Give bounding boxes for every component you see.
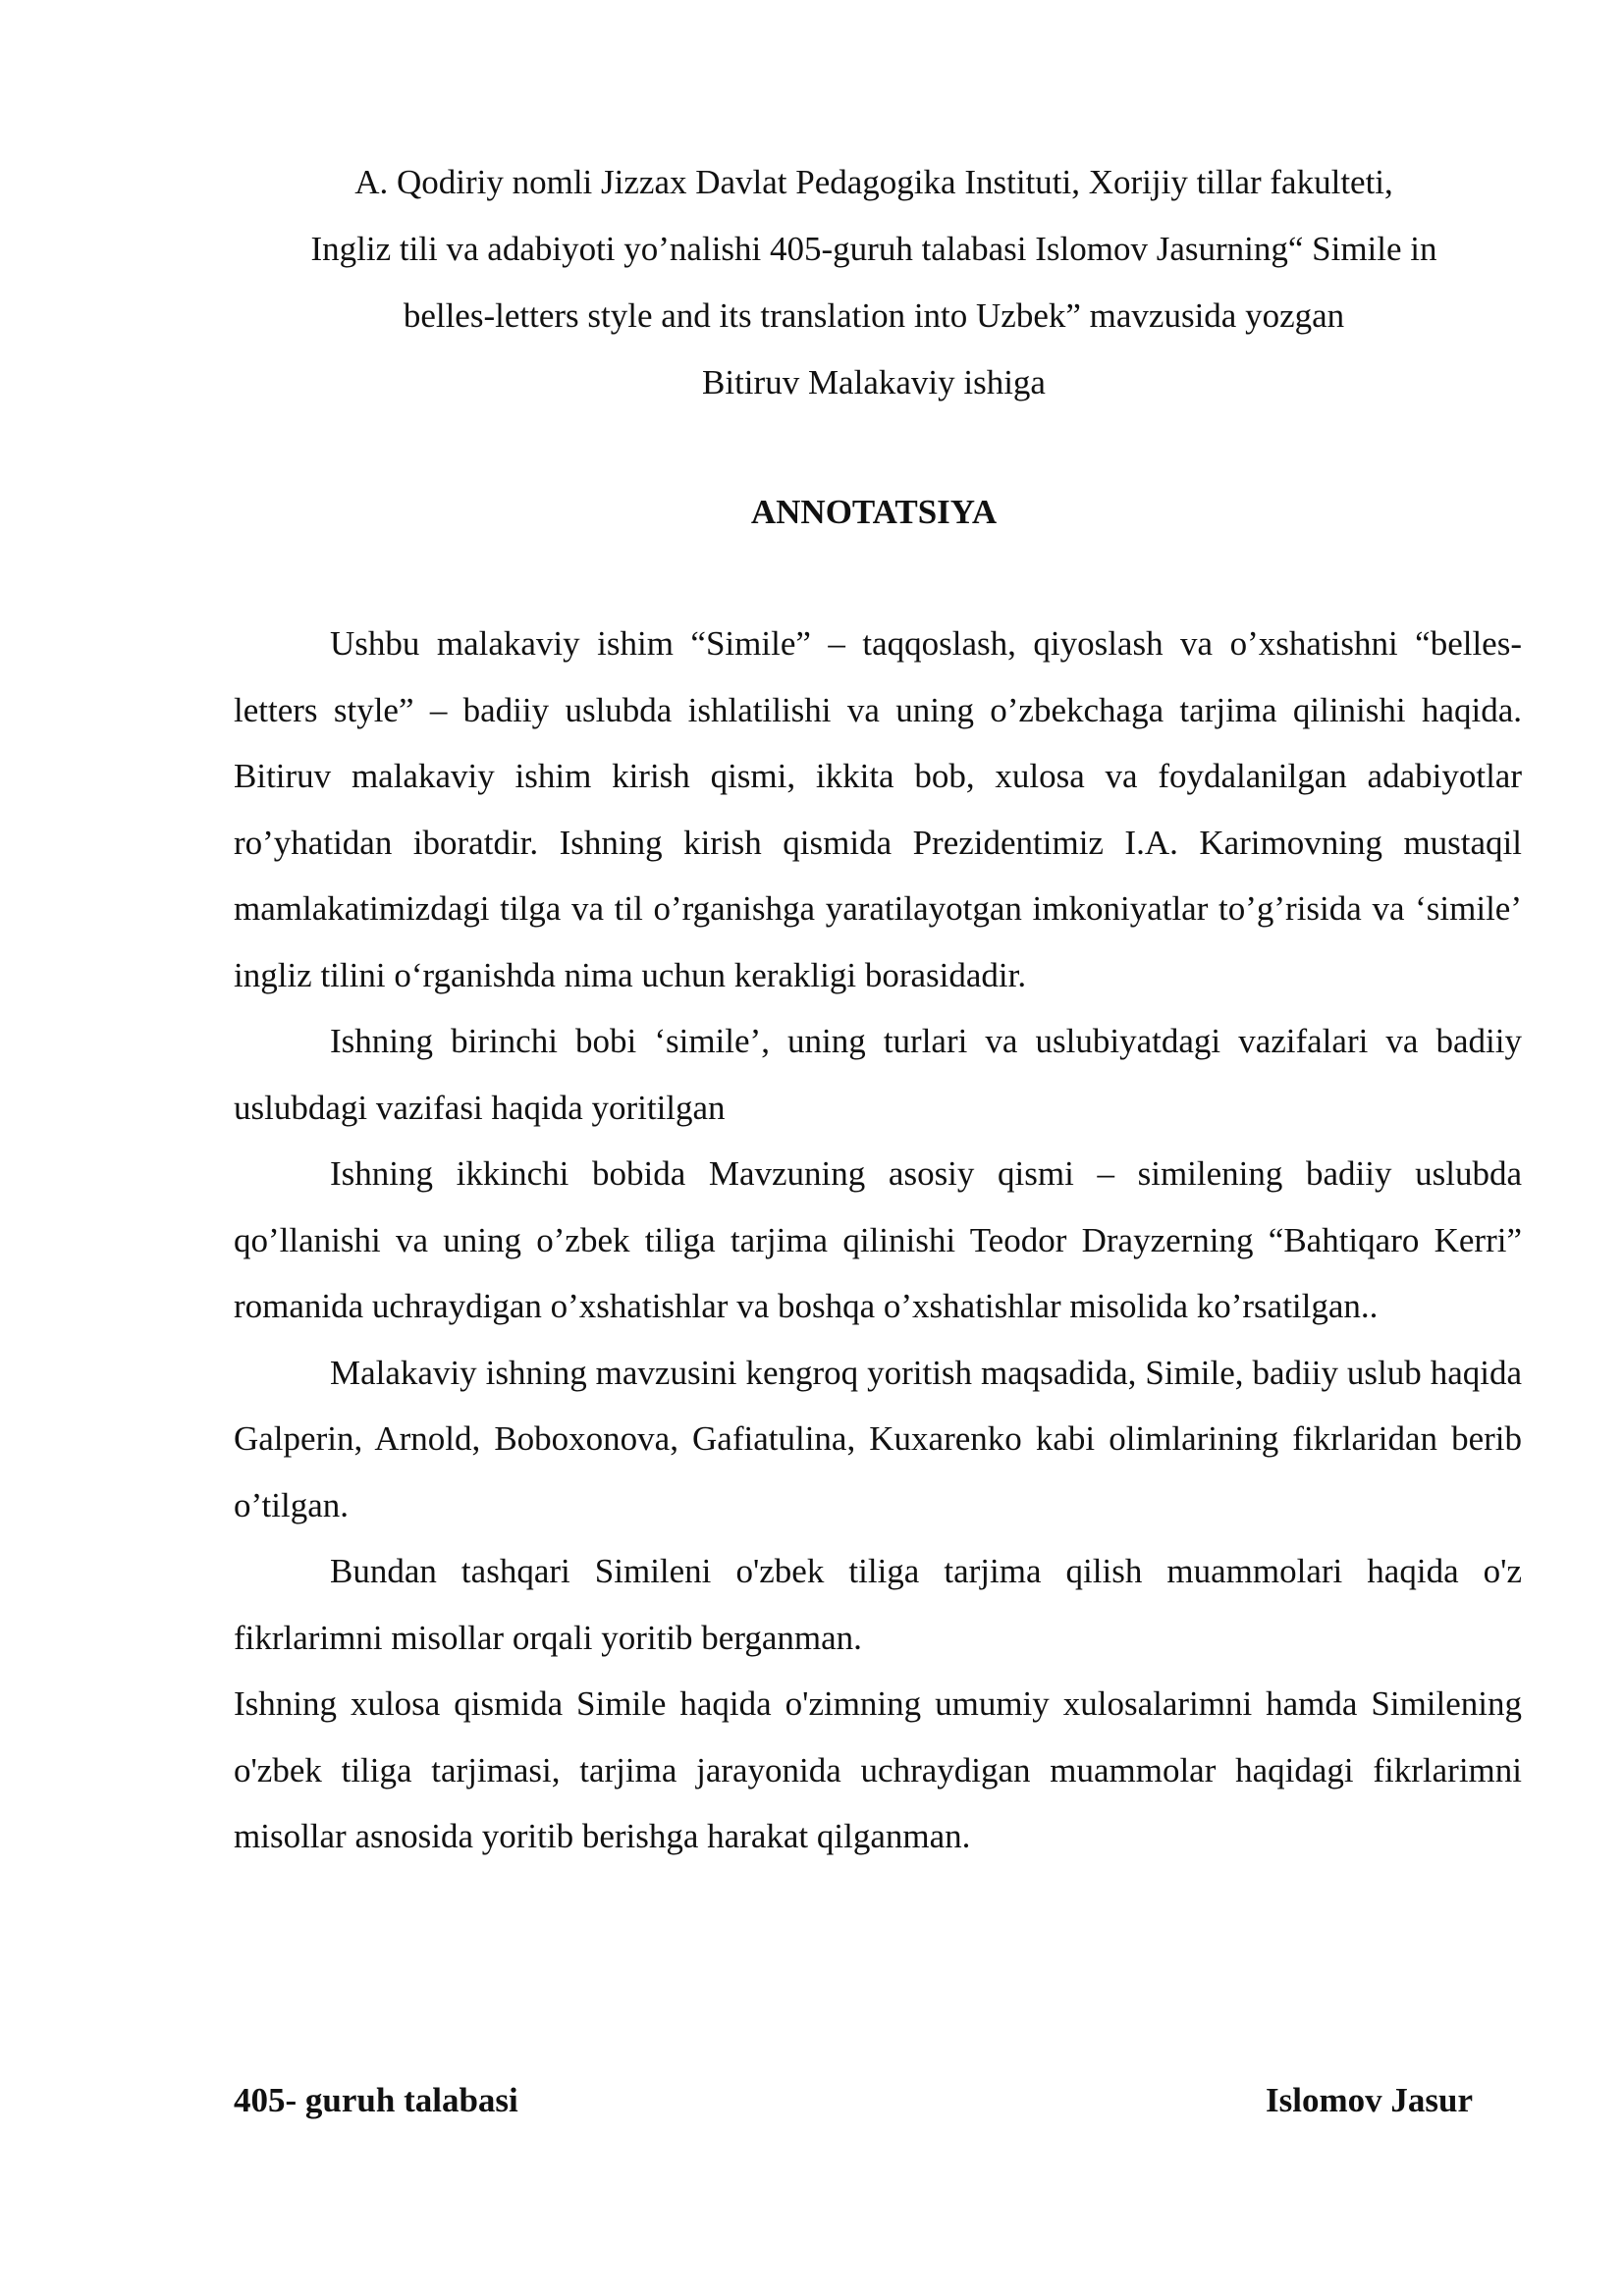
paragraph-chapter-two: Ishning ikkinchi bobida Mavzuning asosiy qismi – similening badiiy uslubda qo’llanishi va uning o’zbek tiliga tarjima qilinishi Teodor Drayzerning “Bahtiqaro Kerri” romanida uchraydigan o’xshatishlar va boshqa o’xshatishlar misolida ko’rsatilgan.. [234, 1154, 1522, 1325]
paragraph-scholars: Malakaviy ishning mavzusini kengroq yoritish maqsadida, Simile, badiiy uslub haqida Galperin, Arnold, Boboxonova, Gafiatulina, Kuxarenko kabi olimlarining fikrlaridan berib o’tilgan. [234, 1353, 1522, 1524]
signature-author: Islomov Jasur [1266, 2081, 1473, 2119]
header-line-work-type: Bitiruv Malakaviy ishiga [702, 363, 1046, 401]
header-line-topic: belles-letters style and its translation into Uzbek” mavzusida yozgan [403, 296, 1345, 335]
paragraph-conclusion: Ishning xulosa qismida Simile haqida o'zimning umumiy xulosalarimni hamda Similening o'zbek tiliga tarjimasi, tarjima jarayonida uchraydigan muammolar haqidagi fikrlarimni misollar asnosida yoritib berishga harakat qilganman. [234, 1684, 1522, 1855]
paragraph-intro: Ushbu malakaviy ishim “Simile” – taqqoslash, qiyoslash va o’xshatishni “belles-letters style” – badiiy uslubda ishlatilishi va uning o’zbekchaga tarjima qilinishi haqida. Bitiruv malakaviy ishim kirish qismi, ikkita bob, xulosa va foydalanilgan adabiyotlar ro’yhatidan iboratdir. Ishning kirish qismida Prezidentimiz I.A. Karimovning mustaqil mamlakatimizdagi tilga va til o’rganishga yaratilayotgan imkoniyatlar to’g’risida va ‘simile’ ingliz tilini oʻrganishda nima uchun kerakligi borasidadir. [234, 624, 1522, 994]
signature-group: 405- guruh talabasi [234, 2081, 518, 2119]
annotation-body [234, 611, 1522, 1870]
document-header [196, 149, 1551, 416]
paragraph-chapter-one: Ishning birinchi bobi ‘simile’, uning turlari va uslubiyatdagi vazifalari va badiiy uslubdagi vazifasi haqida yoritilgan [234, 1022, 1522, 1127]
header-line-institute: A. Qodiriy nomli Jizzax Davlat Pedagogika Instituti, Xorijiy tillar fakulteti, [354, 163, 1393, 201]
header-line-student: Ingliz tili va adabiyoti yo’nalishi 405-guruh talabasi Islomov Jasurning“ Simile in [310, 230, 1437, 268]
document-title: ANNOTATSIYA [750, 493, 998, 531]
paragraph-translation-problems: Bundan tashqari Simileni o'zbek tiliga tarjima qilish muammolari haqida o'z fikrlarimni misollar orqali yoritib berganman. [234, 1552, 1522, 1657]
